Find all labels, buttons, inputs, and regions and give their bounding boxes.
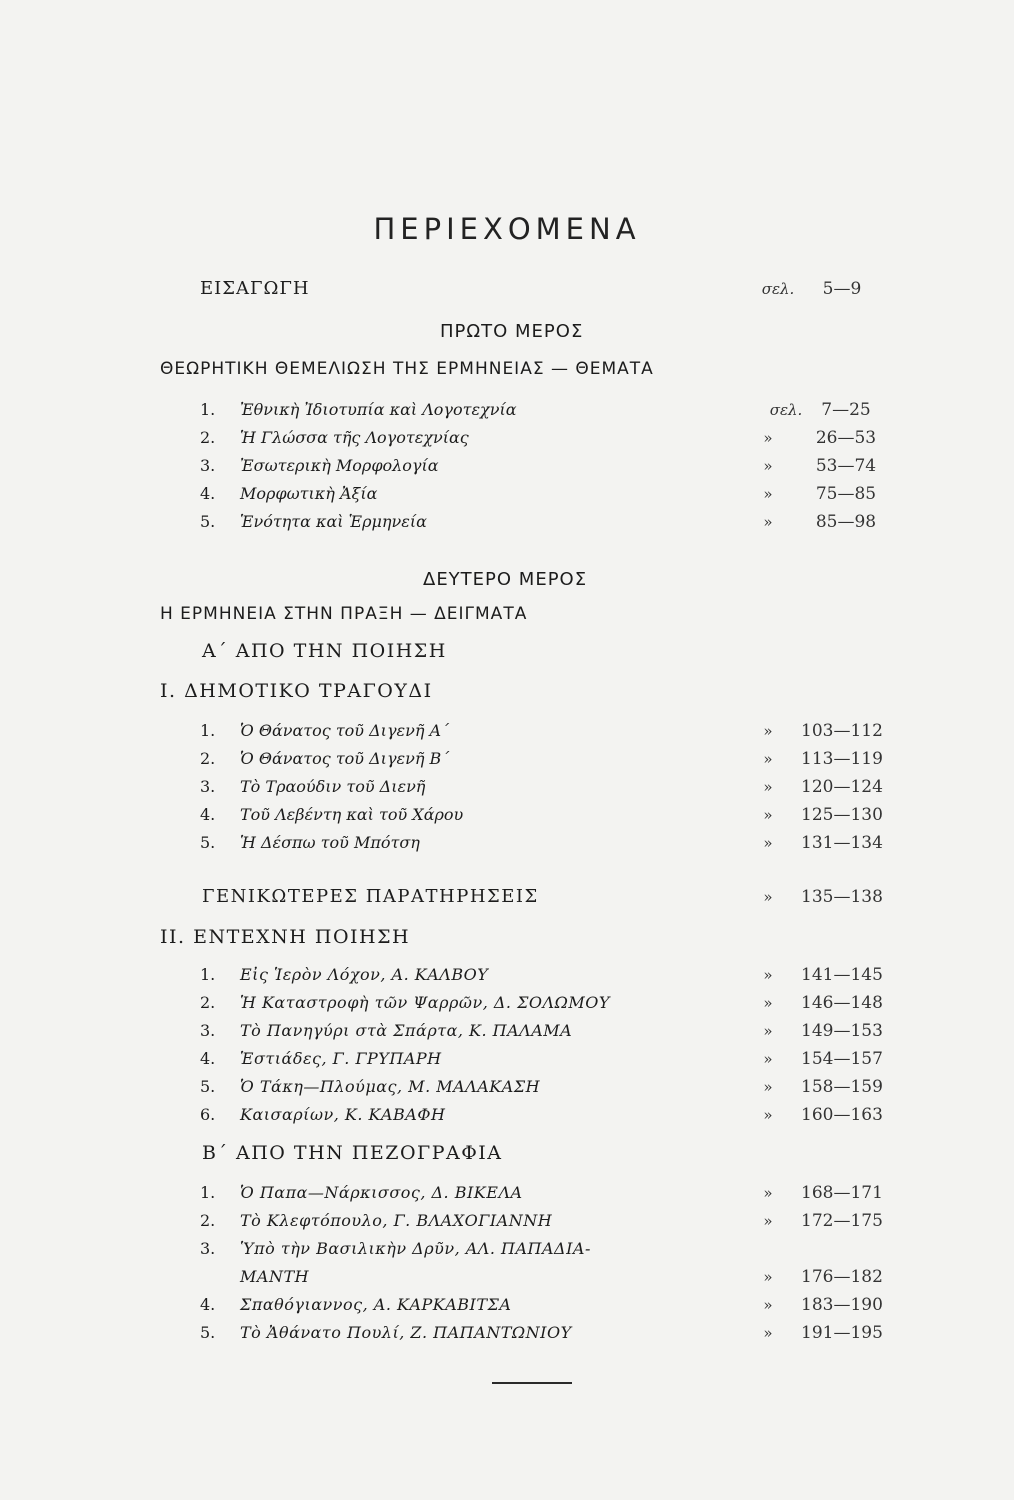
toc-entry[interactable] xyxy=(200,1044,890,1074)
toc-entry[interactable] xyxy=(200,828,890,858)
entry-pages: 53—74 xyxy=(815,456,877,476)
entry-ditto-mark: » xyxy=(763,888,773,906)
entry-ditto-mark: » xyxy=(763,806,773,824)
entry-title: Σπαθόγιαννος, Α. ΚΑΡΚΑΒΙΤΣΑ xyxy=(240,1295,512,1314)
toc-entry-continuation[interactable] xyxy=(200,1262,890,1292)
entry-pages: 135—138 xyxy=(801,887,883,907)
entry-number: 3. xyxy=(200,456,216,475)
intro-label: ΕΙΣΑΓΩΓΗ xyxy=(200,278,310,299)
entry-number: 4. xyxy=(200,1049,216,1068)
entry-title: Ἐθνικὴ Ἰδιοτυπία καὶ Λογοτεχνία xyxy=(240,400,517,419)
entry-pages: 120—124 xyxy=(801,777,883,797)
poetry-heading: Α΄ ΑΠΟ ΤΗΝ ΠΟΙΗΣΗ xyxy=(202,640,447,662)
entry-ditto-mark: » xyxy=(763,750,773,768)
entry-ditto-mark: » xyxy=(763,966,773,984)
toc-entry[interactable] xyxy=(200,1290,890,1320)
part2-heading: ΔΕΥΤΕΡΟ ΜΕΡΟΣ xyxy=(423,569,588,590)
closing-rule-divider xyxy=(492,1382,572,1384)
entry-ditto-mark: » xyxy=(763,994,773,1012)
entry-pages: 149—153 xyxy=(801,1021,883,1041)
entry-number: 1. xyxy=(200,965,216,984)
general-remarks-entry[interactable] xyxy=(202,882,892,912)
entry-number: 2. xyxy=(200,1211,216,1230)
entry-title: Ὁ Θάνατος τοῦ Διγενῆ Β΄ xyxy=(240,749,450,768)
entry-title-continuation: ΜΑΝΤΗ xyxy=(240,1267,310,1286)
entry-pages: 7—25 xyxy=(821,400,871,420)
entry-number: 5. xyxy=(200,1323,216,1342)
entry-pages: 125—130 xyxy=(801,805,883,825)
entry-title: Μορφωτικὴ Ἀξία xyxy=(240,484,378,503)
toc-entry[interactable] xyxy=(200,800,890,830)
entry-ditto-mark: » xyxy=(763,429,773,447)
entry-pages: 191—195 xyxy=(801,1323,883,1343)
entry-title: Εἰς Ἱερὸν Λόχον, Α. ΚΑΛΒΟΥ xyxy=(240,965,489,984)
folk-song-heading: Ι. ΔΗΜΟΤΙΚΟ ΤΡΑΓΟΥΔΙ xyxy=(160,680,433,702)
entry-ditto-mark: » xyxy=(763,1022,773,1040)
entry-number: 1. xyxy=(200,721,216,740)
entry-pages: 113—119 xyxy=(801,749,883,769)
entry-pages: 146—148 xyxy=(801,993,883,1013)
intro-page-abbr: σελ. xyxy=(761,280,795,298)
part2-subheading: Η ΕΡΜΗΝΕΙΑ ΣΤΗΝ ΠΡΑΞΗ — ΔΕΙΓΜΑΤΑ xyxy=(160,604,528,624)
entry-number: 4. xyxy=(200,805,216,824)
intro-pages: 5—9 xyxy=(822,279,862,299)
entry-ditto-mark: » xyxy=(763,1078,773,1096)
entry-title: Τὸ Τραούδιν τοῦ Διενῆ xyxy=(240,777,426,796)
entry-number: 4. xyxy=(200,484,216,503)
entry-ditto-mark: » xyxy=(763,1296,773,1314)
entry-pages: 176—182 xyxy=(801,1267,883,1287)
entry-ditto-mark: » xyxy=(763,1212,773,1230)
entry-number: 5. xyxy=(200,512,216,531)
entry-pages: 131—134 xyxy=(801,833,883,853)
toc-entry[interactable] xyxy=(200,1234,890,1264)
entry-pages: 26—53 xyxy=(815,428,877,448)
entry-title: Ἑνότητα καὶ Ἑρμηνεία xyxy=(240,512,427,531)
entry-pages: 172—175 xyxy=(801,1211,883,1231)
entry-ditto-mark: » xyxy=(763,457,773,475)
entry-pages: 154—157 xyxy=(801,1049,883,1069)
entry-number: 5. xyxy=(200,1077,216,1096)
toc-entry[interactable] xyxy=(200,507,890,537)
entry-title: Τὸ Κλεφτόπουλο, Γ. ΒΛΑΧΟΓΙΑΝΝΗ xyxy=(240,1211,553,1230)
entry-title: Ὁ Παπα—Νάρκισσος, Δ. ΒΙΚΕΛΑ xyxy=(240,1183,523,1202)
page-title: ΠΕΡΙΕΧΟΜΕΝΑ xyxy=(373,212,641,246)
toc-entry[interactable] xyxy=(200,1072,890,1102)
toc-entry[interactable] xyxy=(200,395,890,425)
entry-title: Ἡ Δέσπω τοῦ Μπότση xyxy=(240,833,420,852)
entry-ditto-mark: » xyxy=(763,1268,773,1286)
toc-entry[interactable] xyxy=(200,479,890,509)
entry-number: 3. xyxy=(200,1239,216,1258)
entry-title: Ὑπὸ τὴν Βασιλικὴν Δρῦν, ΑΛ. ΠΑΠΑΔΙΑ- xyxy=(240,1239,591,1258)
entry-ditto-mark: » xyxy=(763,834,773,852)
entry-title: Καισαρίων, Κ. ΚΑΒΑΦΗ xyxy=(240,1105,446,1124)
entry-pages: 158—159 xyxy=(801,1077,883,1097)
entry-ditto-mark: » xyxy=(763,778,773,796)
entry-ditto-mark: » xyxy=(763,1324,773,1342)
toc-entry[interactable] xyxy=(200,451,890,481)
entry-title: Ἡ Γλώσσα τῆς Λογοτεχνίας xyxy=(240,428,469,447)
general-remarks-label: ΓΕΝΙΚΩΤΕΡΕΣ ΠΑΡΑΤΗΡΗΣΕΙΣ xyxy=(202,886,539,907)
entry-number: 3. xyxy=(200,777,216,796)
entry-title: Τὸ Πανηγύρι στὰ Σπάρτα, Κ. ΠΑΛΑΜΑ xyxy=(240,1021,573,1040)
entry-ditto-mark: » xyxy=(763,1050,773,1068)
toc-entry[interactable] xyxy=(200,772,890,802)
entry-page-abbr: σελ. xyxy=(769,401,803,419)
entry-number: 2. xyxy=(200,993,216,1012)
entry-ditto-mark: » xyxy=(763,485,773,503)
entry-pages: 160—163 xyxy=(801,1105,883,1125)
entry-pages: 141—145 xyxy=(801,965,883,985)
entry-ditto-mark: » xyxy=(763,722,773,740)
entry-title: Ἡ Καταστροφὴ τῶν Ψαρρῶν, Δ. ΣΟΛΩΜΟΥ xyxy=(240,993,610,1012)
entry-number: 4. xyxy=(200,1295,216,1314)
art-poetry-heading: ΙΙ. ΕΝΤΕΧΝΗ ΠΟΙΗΣΗ xyxy=(160,926,411,948)
toc-entry[interactable] xyxy=(200,1178,890,1208)
entry-pages: 168—171 xyxy=(801,1183,883,1203)
toc-entry[interactable] xyxy=(200,1206,890,1236)
entry-pages: 75—85 xyxy=(815,484,877,504)
entry-ditto-mark: » xyxy=(763,1106,773,1124)
entry-title: Ὁ Τάκη—Πλούμας, Μ. ΜΑΛΑΚΑΣΗ xyxy=(240,1077,541,1096)
entry-title: Ἐσωτερικὴ Μορφολογία xyxy=(240,456,439,475)
entry-pages: 183—190 xyxy=(801,1295,883,1315)
toc-entry[interactable] xyxy=(200,1100,890,1130)
toc-entry[interactable] xyxy=(200,1016,890,1046)
entry-title: Τοῦ Λεβέντη καὶ τοῦ Χάρου xyxy=(240,805,464,824)
entry-title: Ὁ Θάνατος τοῦ Διγενῆ Α΄ xyxy=(240,721,450,740)
entry-number: 6. xyxy=(200,1105,216,1124)
toc-entry[interactable] xyxy=(200,423,890,453)
entry-pages: 103—112 xyxy=(801,721,883,741)
entry-number: 1. xyxy=(200,400,216,419)
entry-number: 3. xyxy=(200,1021,216,1040)
entry-number: 5. xyxy=(200,833,216,852)
entry-number: 1. xyxy=(200,1183,216,1202)
prose-heading: Β΄ ΑΠΟ ΤΗΝ ΠΕΖΟΓΡΑΦΙΑ xyxy=(202,1142,503,1164)
toc-entry[interactable] xyxy=(200,960,890,990)
entry-ditto-mark: » xyxy=(763,513,773,531)
entry-number: 2. xyxy=(200,749,216,768)
toc-entry[interactable] xyxy=(200,988,890,1018)
entry-number: 2. xyxy=(200,428,216,447)
toc-entry[interactable] xyxy=(200,716,890,746)
toc-entry[interactable] xyxy=(200,1318,890,1348)
entry-ditto-mark: » xyxy=(763,1184,773,1202)
intro-entry[interactable] xyxy=(200,274,890,304)
part1-heading: ΠΡΩΤΟ ΜΕΡΟΣ xyxy=(440,321,584,342)
part1-subheading: ΘΕΩΡΗΤΙΚΗ ΘΕΜΕΛΙΩΣΗ ΤΗΣ ΕΡΜΗΝΕΙΑΣ — ΘΕΜΑΤΑ xyxy=(160,359,654,379)
entry-title: Τὸ Ἀθάνατο Πουλί, Ζ. ΠΑΠΑΝΤΩΝΙΟΥ xyxy=(240,1323,572,1342)
entry-title: Ἑστιάδες, Γ. ΓΡΥΠΑΡΗ xyxy=(240,1049,442,1068)
toc-entry[interactable] xyxy=(200,744,890,774)
entry-pages: 85—98 xyxy=(815,512,877,532)
